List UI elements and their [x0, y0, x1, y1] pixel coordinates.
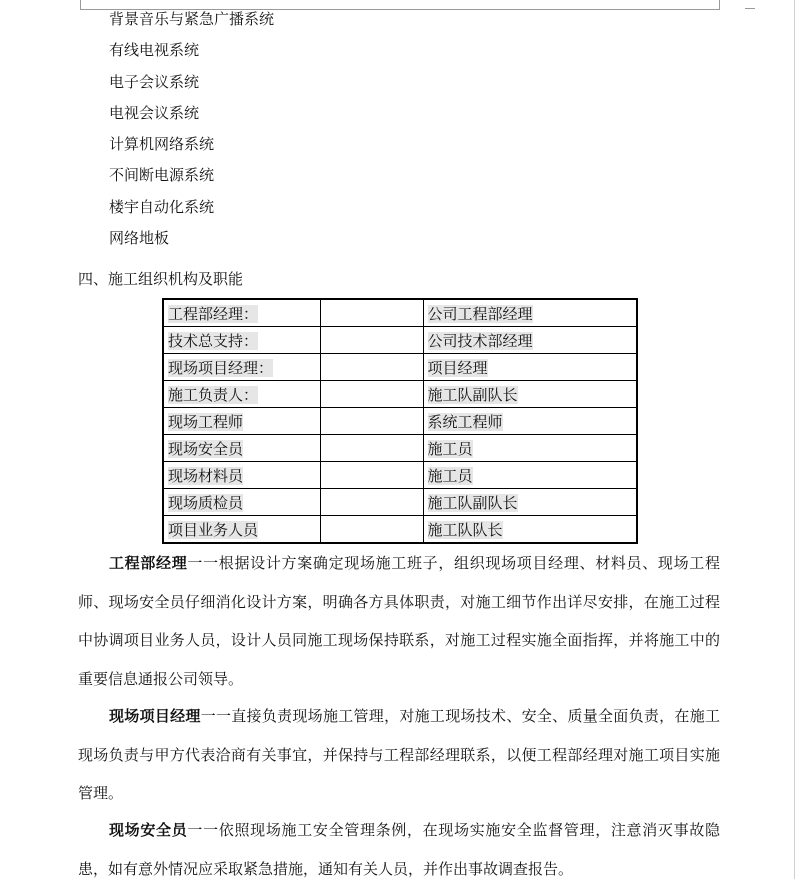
role-cell — [163, 381, 320, 408]
table-row — [163, 408, 637, 435]
window-right-edge — [794, 0, 795, 879]
table-row — [163, 354, 637, 381]
assignee-cell — [423, 516, 637, 544]
role-cell — [163, 299, 320, 327]
paragraph-text: 一一直接负责现场施工管理，对施工现场技术、安全、质量全面负责，在施工现场负责与甲方代表洽商有关事宜，并保持与工程部经理联系，以便工程部经理对施工项目实施管理。 — [78, 707, 720, 802]
role-label: 工程部经理： — [168, 304, 259, 323]
assignee-cell — [423, 381, 637, 408]
assignee-cell — [423, 489, 637, 516]
table-row — [163, 435, 637, 462]
assignee-label: 施工员 — [427, 466, 473, 485]
role-cell — [163, 489, 320, 516]
role-cell — [163, 327, 320, 354]
list-item: 计算机网络系统 — [109, 135, 215, 154]
role-label: 现场材料员 — [168, 466, 244, 485]
blank-cell — [320, 327, 423, 354]
blank-cell — [320, 435, 423, 462]
assignee-cell — [423, 462, 637, 489]
list-item: 背景音乐与紧急广播系统 — [109, 10, 275, 28]
list-item: 楼宇自动化系统 — [109, 197, 215, 216]
role-label: 现场项目经理： — [168, 358, 274, 377]
assignee-label: 公司技术部经理 — [427, 331, 533, 350]
role-label: 项目业务人员 — [168, 520, 259, 539]
table-row — [163, 299, 637, 327]
table-row — [163, 327, 637, 354]
systems-list — [109, 4, 274, 254]
list-item: 不间断电源系统 — [109, 166, 215, 185]
paragraph-term: 现场安全员 — [109, 821, 188, 839]
blank-cell — [320, 381, 423, 408]
role-cell — [163, 435, 320, 462]
assignee-label: 系统工程师 — [427, 412, 503, 431]
paragraph-term: 现场项目经理 — [109, 707, 201, 725]
assignee-label: 施工队副队长 — [427, 493, 518, 512]
list-item: 电子会议系统 — [109, 72, 200, 91]
blank-cell — [320, 516, 423, 544]
table-row — [163, 381, 637, 408]
assignee-cell — [423, 435, 637, 462]
paragraph-term: 工程部经理 — [109, 554, 188, 572]
assignee-label: 施工员 — [427, 439, 473, 458]
page-corner-mark — [745, 8, 755, 9]
assignee-cell — [423, 299, 637, 327]
paragraph-text: 一一根据设计方案确定现场施工班子，组织现场项目经理、材料员、现场工程师、现场安全员仔细消化设计方案，明确各方具体职责，对施工细节作出详尽安排，在施工过程中协调项目业务人员，设计人员同施工现场保持联系，对施工过程实施全面指挥，并将施工中的重要信息通报公司领导。 — [78, 554, 720, 688]
table-row — [163, 516, 637, 544]
role-cell — [163, 462, 320, 489]
table-row — [163, 489, 637, 516]
role-label: 现场安全员 — [168, 439, 244, 458]
role-cell — [163, 408, 320, 435]
blank-cell — [320, 354, 423, 381]
assignee-label: 公司工程部经理 — [427, 304, 533, 323]
role-label: 现场工程师 — [168, 412, 244, 431]
role-cell — [163, 516, 320, 544]
assignee-label: 项目经理 — [427, 358, 488, 377]
assignee-cell — [423, 408, 637, 435]
table-row — [163, 462, 637, 489]
role-cell — [163, 354, 320, 381]
role-label: 施工负责人： — [168, 385, 259, 404]
paragraph-site-project-manager — [78, 697, 720, 813]
blank-cell — [320, 489, 423, 516]
paragraph-project-dept-manager — [78, 544, 720, 698]
role-label: 现场质检员 — [168, 493, 244, 512]
section-heading: 四、施工组织机构及职能 — [78, 270, 244, 288]
assignee-cell — [423, 327, 637, 354]
list-item: 电视会议系统 — [109, 103, 200, 122]
assignee-label: 施工队队长 — [427, 520, 503, 539]
paragraph-text: 一一依照现场施工安全管理条例，在现场实施安全监督管理，注意消灭事故隐患，如有意外情况应采取紧急措施，通知有关人员，并作出事故调查报告。 — [78, 821, 720, 878]
blank-cell — [320, 299, 423, 327]
assignee-cell — [423, 354, 637, 381]
blank-cell — [320, 408, 423, 435]
role-label: 技术总支持： — [168, 331, 259, 350]
org-structure-table — [162, 298, 638, 544]
blank-cell — [320, 462, 423, 489]
list-item: 有线电视系统 — [109, 41, 200, 60]
paragraph-site-safety-officer — [78, 811, 720, 888]
list-item: 网络地板 — [109, 229, 170, 248]
assignee-label: 施工队副队长 — [427, 385, 518, 404]
